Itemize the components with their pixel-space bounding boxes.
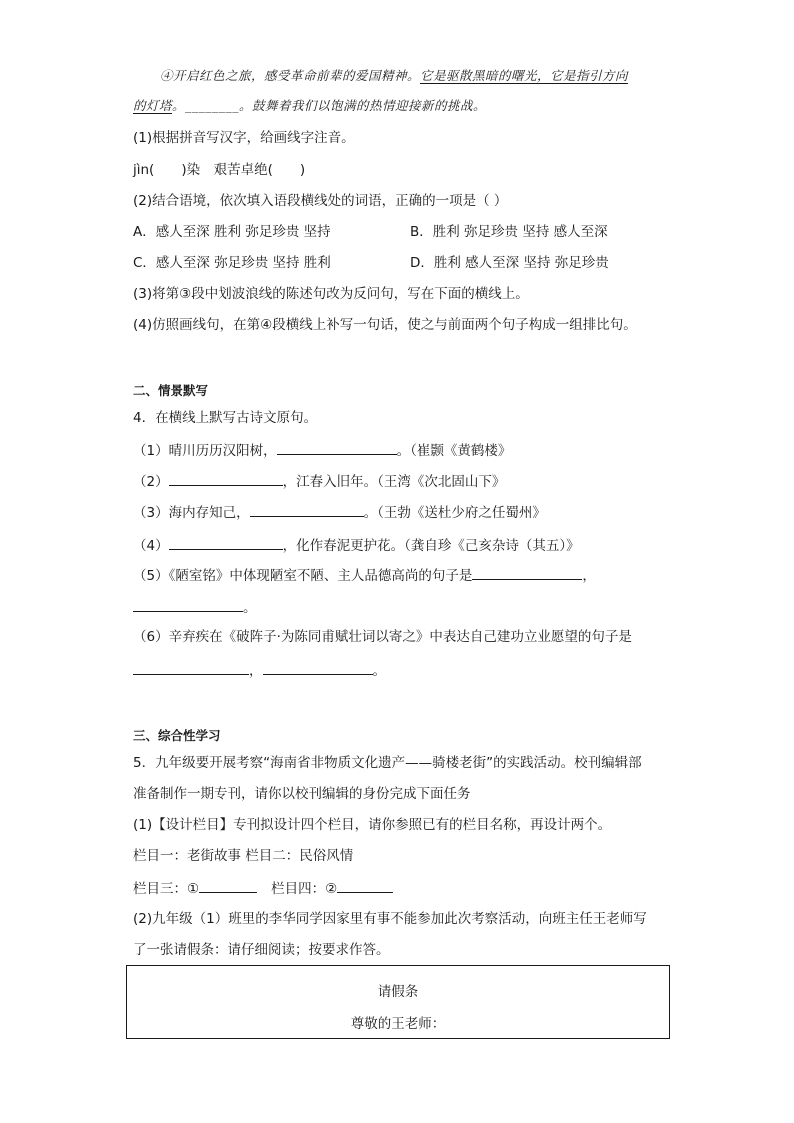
q5-line2: 准备制作一期专刊，请你以校刊编辑的身份完成下面任务	[133, 786, 471, 802]
recite-text: （2）	[133, 474, 169, 490]
recite-item-4	[133, 535, 580, 556]
answer-blank[interactable]	[133, 597, 243, 612]
leave-note-box	[126, 965, 670, 1039]
underlined-sentence-end: 的灯塔	[133, 98, 173, 113]
answer-blank[interactable]	[199, 878, 257, 893]
answer-blank[interactable]	[277, 440, 397, 455]
q5-part1: (1)【设计栏目】专刊拟设计四个栏目，请你参照已有的栏目名称，再设计两个。	[133, 817, 612, 833]
recite-item-5	[133, 565, 596, 586]
answer-blank[interactable]	[169, 535, 283, 550]
leave-note-title: 请假条	[377, 984, 419, 1000]
recite-item-6-cont	[133, 660, 386, 681]
comma: ，	[249, 663, 263, 679]
option-b: B．胜利 弥足珍贵 坚持 感人至深	[410, 224, 608, 240]
answer-blank[interactable]	[133, 660, 249, 675]
underlined-sentence: 它是驱散黑暗的曙光，它是指引方向	[420, 68, 629, 83]
q2-options-cd	[133, 253, 693, 273]
comma: ，	[582, 568, 596, 584]
recite-source: 。（崔颢《黄鹤楼》	[396, 443, 512, 459]
answer-blank[interactable]	[250, 502, 364, 517]
recite-source: ，江春入旧年。（王湾《次北固山下》	[282, 474, 506, 490]
q1-label: (1)根据拼音写汉字，给画线字注音。	[133, 130, 355, 146]
q5-part2-line1: (2)九年级（1）班里的李华同学因家里有事不能参加此次考察活动，向班主任王老师写	[133, 911, 647, 927]
recite-text: （1）晴川历历汉阳树，	[133, 443, 277, 459]
column-4-label: 栏目四：②	[271, 881, 338, 897]
recite-item-5-cont	[133, 597, 257, 618]
columns-3-4	[133, 878, 393, 899]
q5-part2-line2: 了一张请假条：请仔细阅读；按要求作答。	[133, 942, 390, 958]
option-c: C．感人至深 弥足珍贵 坚持 胜利	[133, 255, 331, 271]
q3-label: (3)将第③段中划波浪线的陈述句改为反问句，写在下面的横线上。	[133, 286, 529, 302]
section2-heading: 二、情景默写	[133, 383, 209, 398]
period: 。	[243, 600, 257, 616]
columns-1-2: 栏目一：老街故事 栏目二：民俗风情	[133, 848, 354, 864]
para4-rest: 。________。鼓舞着我们以饱满的热情迎接新的挑战。	[172, 98, 487, 113]
recite-text: （4）	[133, 538, 169, 554]
column-3-label: 栏目三：①	[133, 881, 200, 897]
q4-label: (4)仿照画线句，在第④段横线上补写一句话，使之与前面两个句子构成一组排比句。	[133, 317, 637, 333]
q5-line1: 5．九年级要开展考察“海南省非物质文化遗产——骑楼老街”的实践活动。校刊编辑部	[133, 755, 642, 771]
recite-source: ，化作春泥更护花。（龚自珍《己亥杂诗（其五）》	[282, 538, 580, 554]
option-d: D．胜利 感人至深 坚持 弥足珍贵	[410, 255, 609, 271]
q2-options-ab	[133, 222, 693, 242]
q4-intro: 4．在横线上默写古诗文原句。	[133, 410, 318, 426]
recite-item-3	[133, 502, 546, 523]
answer-blank[interactable]	[337, 878, 393, 893]
recite-text: （5）《陋室铭》中体现陋室不陋、主人品德高尚的句子是	[133, 568, 473, 584]
recite-item-2	[133, 471, 505, 492]
recite-item-6: （6）辛弃疾在《破阵子·为陈同甫赋壮词以寄之》中表达自己建功立业愿望的句子是	[133, 629, 632, 645]
answer-blank[interactable]	[263, 660, 373, 675]
q1-items: jìn( )染 艰苦卓绝( )	[133, 162, 306, 178]
para4-text: ④开启红色之旅，感受革命前辈的爱国精神。	[160, 68, 421, 83]
answer-blank[interactable]	[472, 565, 582, 580]
recite-text: （3）海内存知己，	[133, 505, 250, 521]
para4-line2	[133, 96, 486, 116]
section3-heading: 三、综合性学习	[133, 728, 221, 743]
answer-blank[interactable]	[169, 471, 283, 486]
recite-item-1	[133, 440, 511, 461]
period: 。	[372, 663, 386, 679]
option-a: A．感人至深 胜利 弥足珍贵 坚持	[133, 224, 331, 240]
leave-note-salutation: 尊敬的王老师：	[350, 1016, 446, 1032]
recite-source: 。（王勃《送杜少府之任蜀州》	[363, 505, 546, 521]
q2-label: (2)结合语境，依次填入语段横线处的词语，正确的一项是（ ）	[133, 193, 508, 209]
para4-line1	[160, 66, 628, 86]
